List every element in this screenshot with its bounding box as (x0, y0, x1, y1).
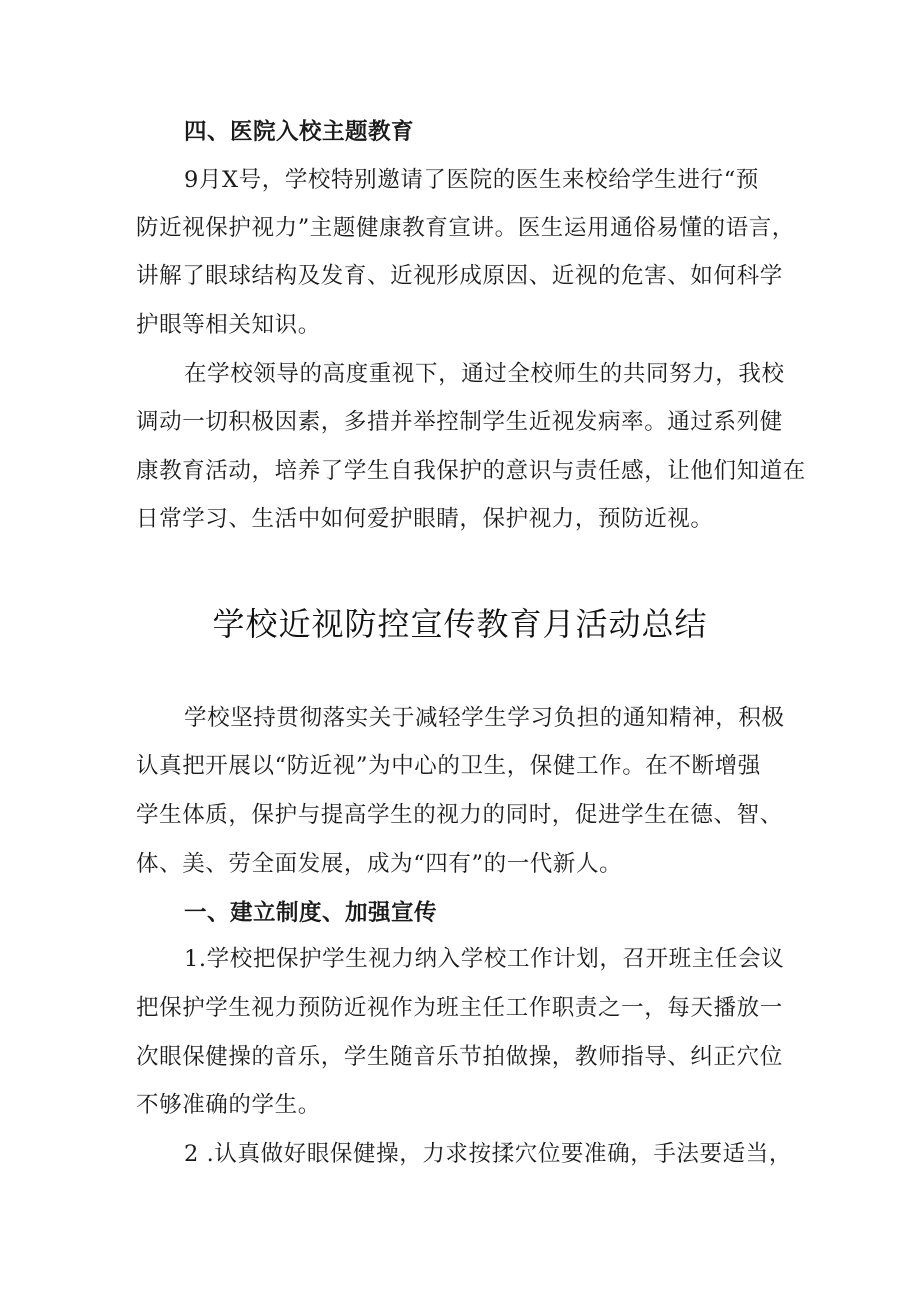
text-line: 1.学校把保护学生视力纳入学校工作计划，召开班主任会议 (184, 946, 785, 972)
text-line: 康教育活动，培养了学生自我保护的意识与责任感，让他们知道在 (136, 458, 806, 484)
text-line: 调动一切积极因素，多措并举控制学生近视发病率。通过系列健 (136, 409, 783, 435)
section-heading-1: 一、建立制度、加强宣传 (184, 900, 438, 926)
text-line: 学校坚持贯彻落实关于减轻学生学习负担的通知精神，积极 (184, 705, 785, 731)
text-line: 学生体质，保护与提高学生的视力的同时，促进学生在德、智、 (136, 802, 783, 828)
text-line: 日常学习、生活中如何爱护眼睛，保护视力，预防近视。 (136, 506, 714, 532)
text-line: 在学校领导的高度重视下，通过全校师生的共同努力，我校 (184, 361, 785, 387)
text-line: 护眼等相关知识。 (136, 312, 321, 338)
text-line: 体、美、劳全面发展，成为“四有”的一代新人。 (136, 851, 623, 877)
text-line: 次眼保健操的音乐，学生随音乐节拍做操，教师指导、纠正穴位 (136, 1044, 783, 1070)
text-line: 认真把开展以“防近视”为中心的卫生，保健工作。在不断增强 (136, 753, 761, 779)
text-line: 防近视保护视力”主题健康教育宣讲。医生运用通俗易懂的语言， (136, 215, 795, 241)
document-title: 学校近视防控宣传教育月活动总结 (212, 605, 708, 643)
text-line: 不够准确的学生。 (136, 1092, 321, 1118)
text-line: 把保护学生视力预防近视作为班主任工作职责之一，每天播放一 (136, 995, 783, 1021)
text-line: 讲解了眼球结构及发育、近视形成原因、近视的危害、如何科学 (136, 263, 783, 289)
text-line: 9月X号，学校特别邀请了医院的医生来校给学生进行“预 (184, 167, 759, 193)
text-line: 2 .认真做好眼保健操，力求按揉穴位要准确，手法要适当， (184, 1141, 792, 1167)
section-heading-4: 四、医院入校主题教育 (184, 119, 415, 145)
